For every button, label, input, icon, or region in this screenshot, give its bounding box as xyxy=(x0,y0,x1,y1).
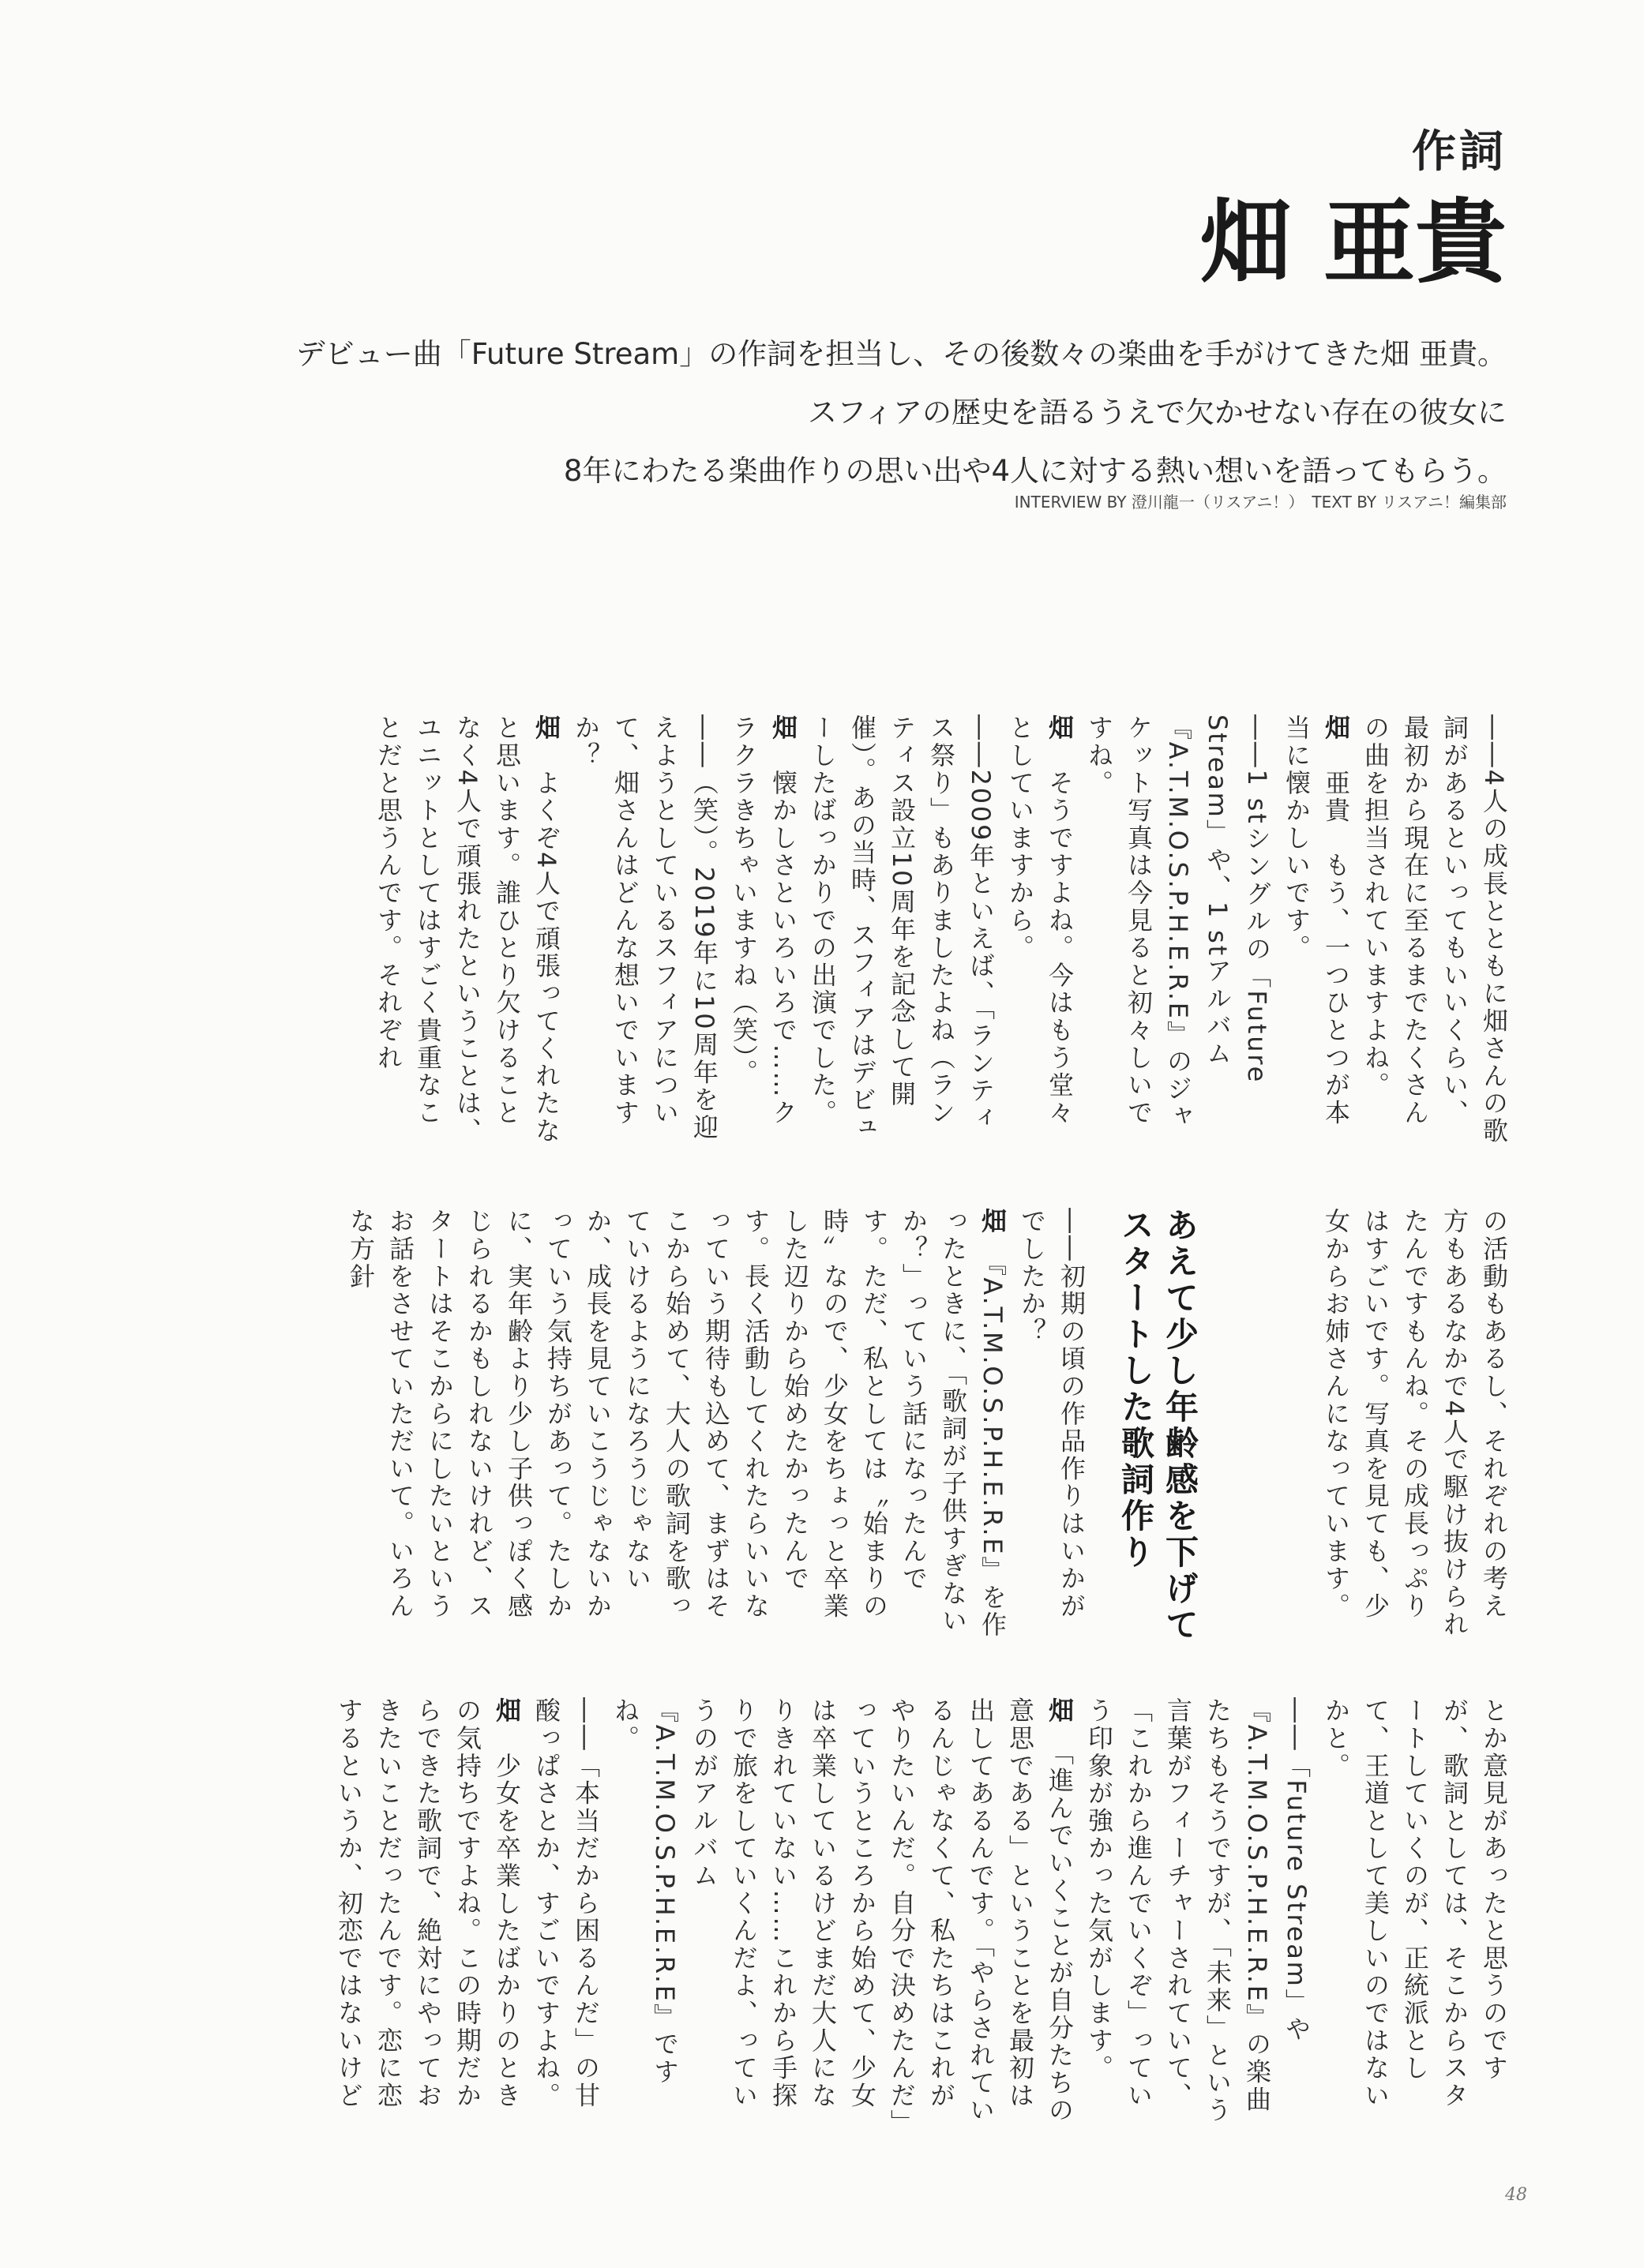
section-heading: あえて少し年齢感を下げてスタートした歌詞作り xyxy=(1117,1208,1199,1644)
interviewee-name: 畑 亜貴 xyxy=(1199,189,1507,296)
lead-line-3: 8年にわたる楽曲作りの思い出や4人に対する熱い想いを語ってもらう。 xyxy=(563,454,1507,488)
page-number: 48 xyxy=(1505,2185,1527,2205)
speaker-label: 畑 xyxy=(978,1208,1008,1235)
question-text: ――2009年といえば、「ランティス祭り」もありましたよね（ランティス設立10周年を記念して開催）。あの当時、スフィアはデビューしたばっかりでの出演でした。 xyxy=(808,714,996,1141)
answer-text xyxy=(369,714,566,1153)
question-text: ――初期の頃の作品作りはいかがでしたか？ xyxy=(1017,1208,1087,1620)
answer-text xyxy=(606,1697,1079,2135)
answer-text xyxy=(1277,714,1356,1153)
role-label: 作詞 xyxy=(1412,126,1507,178)
speaker-label: 畑 xyxy=(1321,714,1351,742)
answer-text xyxy=(341,1208,1012,1646)
answer-body: よくぞ4人で頑張ってくれたなと思います。誰ひとり欠けることなく4人で頑張れたということは、ユニットとしてはすごく貴重なことだと思うんです。それぞれ xyxy=(373,714,561,1145)
continued-text: とか意見があったと思うのですが、歌詞としては、そこからスタートしていくのが、正統派として、王道として美しいのではないかと。 xyxy=(1321,1697,1509,2109)
question-text: ――「Future Stream」や『A.T.M.O.S.P.H.E.R.E』の楽曲たちもそうですが、「未来」という言葉がフィーチャーされていて、「これから進んでいくぞ」っていう印象が強かった気がします。 xyxy=(1084,1697,1312,2124)
speaker-label: 畑 xyxy=(492,1697,522,1725)
lead-line-1: デビュー曲「Future Stream」の作詞を担当し、その後数々の楽曲を手がけてきた畑 亜貴。 xyxy=(295,337,1507,371)
body-text-middle-2 xyxy=(341,1208,1091,1646)
speaker-label: 畑 xyxy=(1045,1697,1075,1725)
answer-body: 「進んでいくことが自分たちの意思である」ということを最初は出してあるんです。「やらされているんじゃなくて、私たちはこれがやりたいんだ。自分で決めたんだ」っていうところから始めて、少女は卒業しているけどまだ大人になりきれていない……これから手探りで旅をしていくんだよ、っていうのがアルバム『A.T.M.O.S.P.H.E.R.E』ですね。 xyxy=(610,1697,1075,2124)
answer-body: 少女を卒業したばかりのときの気持ちですよね。この時期だからできた歌詞で、絶対にやっておきたいことだったんです。恋に恋するというか、初恋ではないけど xyxy=(334,1697,522,2110)
answer-body: 亜貴 もう、一つひとつが本当に懐かしいです。 xyxy=(1282,714,1351,1127)
answer-body: 『A.T.M.O.S.P.H.E.R.E』を作ったときに、「歌詞が子供すぎないか？」っていう話になったんです。ただ、私としては〝始まりの時〟なので、少女をちょっと卒業した辺りから始めたかったんです。長く活動してくれたらいいなっていう期待も込めて、まずはそこから始めて、大人の歌詞を歌っていけるようになろうじゃないか、成長を見ていこうじゃないかっていう気持ちがあって。たしかに、実年齢より少し子供っぽく感じられるかもしれないけれど、スタートはそこからにしたいというお話をさせていただいて。いろんな方針 xyxy=(346,1208,1008,1639)
answer-text xyxy=(724,714,803,1153)
question-text: ――「本当だから困るんだ」の甘酸っぱさとか、すごいですよね。 xyxy=(531,1697,601,2109)
lead-paragraph xyxy=(296,325,1507,500)
body-text-top xyxy=(369,714,1514,1153)
continued-text: の活動もあるし、それぞれの考え方もあるなかで4人で駆け抜けられたんですもんね。その成長っぷりはすごいです。写真を見ても、少女からお姉さんになっています。 xyxy=(1321,1208,1509,1639)
lead-line-2: スフィアの歴史を語るうえで欠かせない存在の彼女に xyxy=(807,395,1507,429)
speaker-label: 畑 xyxy=(768,714,798,742)
answer-body: そうですよね。今はもう堂々としていますから。 xyxy=(1005,714,1075,1127)
answer-text xyxy=(329,1697,527,2135)
question-text: ――1 stシングルの「Future Stream」や、1 stアルバム『A.T.M.O.S.P.H.E.R.E』のジャケット写真は今見ると初々しいですね。 xyxy=(1084,714,1272,1130)
speaker-label: 畑 xyxy=(1045,714,1075,742)
body-text-middle xyxy=(1316,1208,1514,1646)
body-text-bottom xyxy=(329,1697,1514,2135)
speaker-label: 畑 xyxy=(531,714,561,742)
question-text: ――（笑）。2019年に10周年を迎えようとしているスフィアについて、畑さんはどんな想いでいますか？ xyxy=(571,714,719,1141)
credit-line: INTERVIEW BY 澄川龍一（リスアニ！） TEXT BY リスアニ！編集部 xyxy=(1014,493,1507,512)
question-text: ――4人の成長とともに畑さんの歌詞があるといってもいいくらい、最初から現在に至るまでたくさんの曲を担当されていますよね。 xyxy=(1361,714,1509,1145)
answer-body: 懐かしさといろいろで……クラクラきちゃいますね（笑）。 xyxy=(729,714,798,1127)
answer-text xyxy=(1000,714,1079,1153)
